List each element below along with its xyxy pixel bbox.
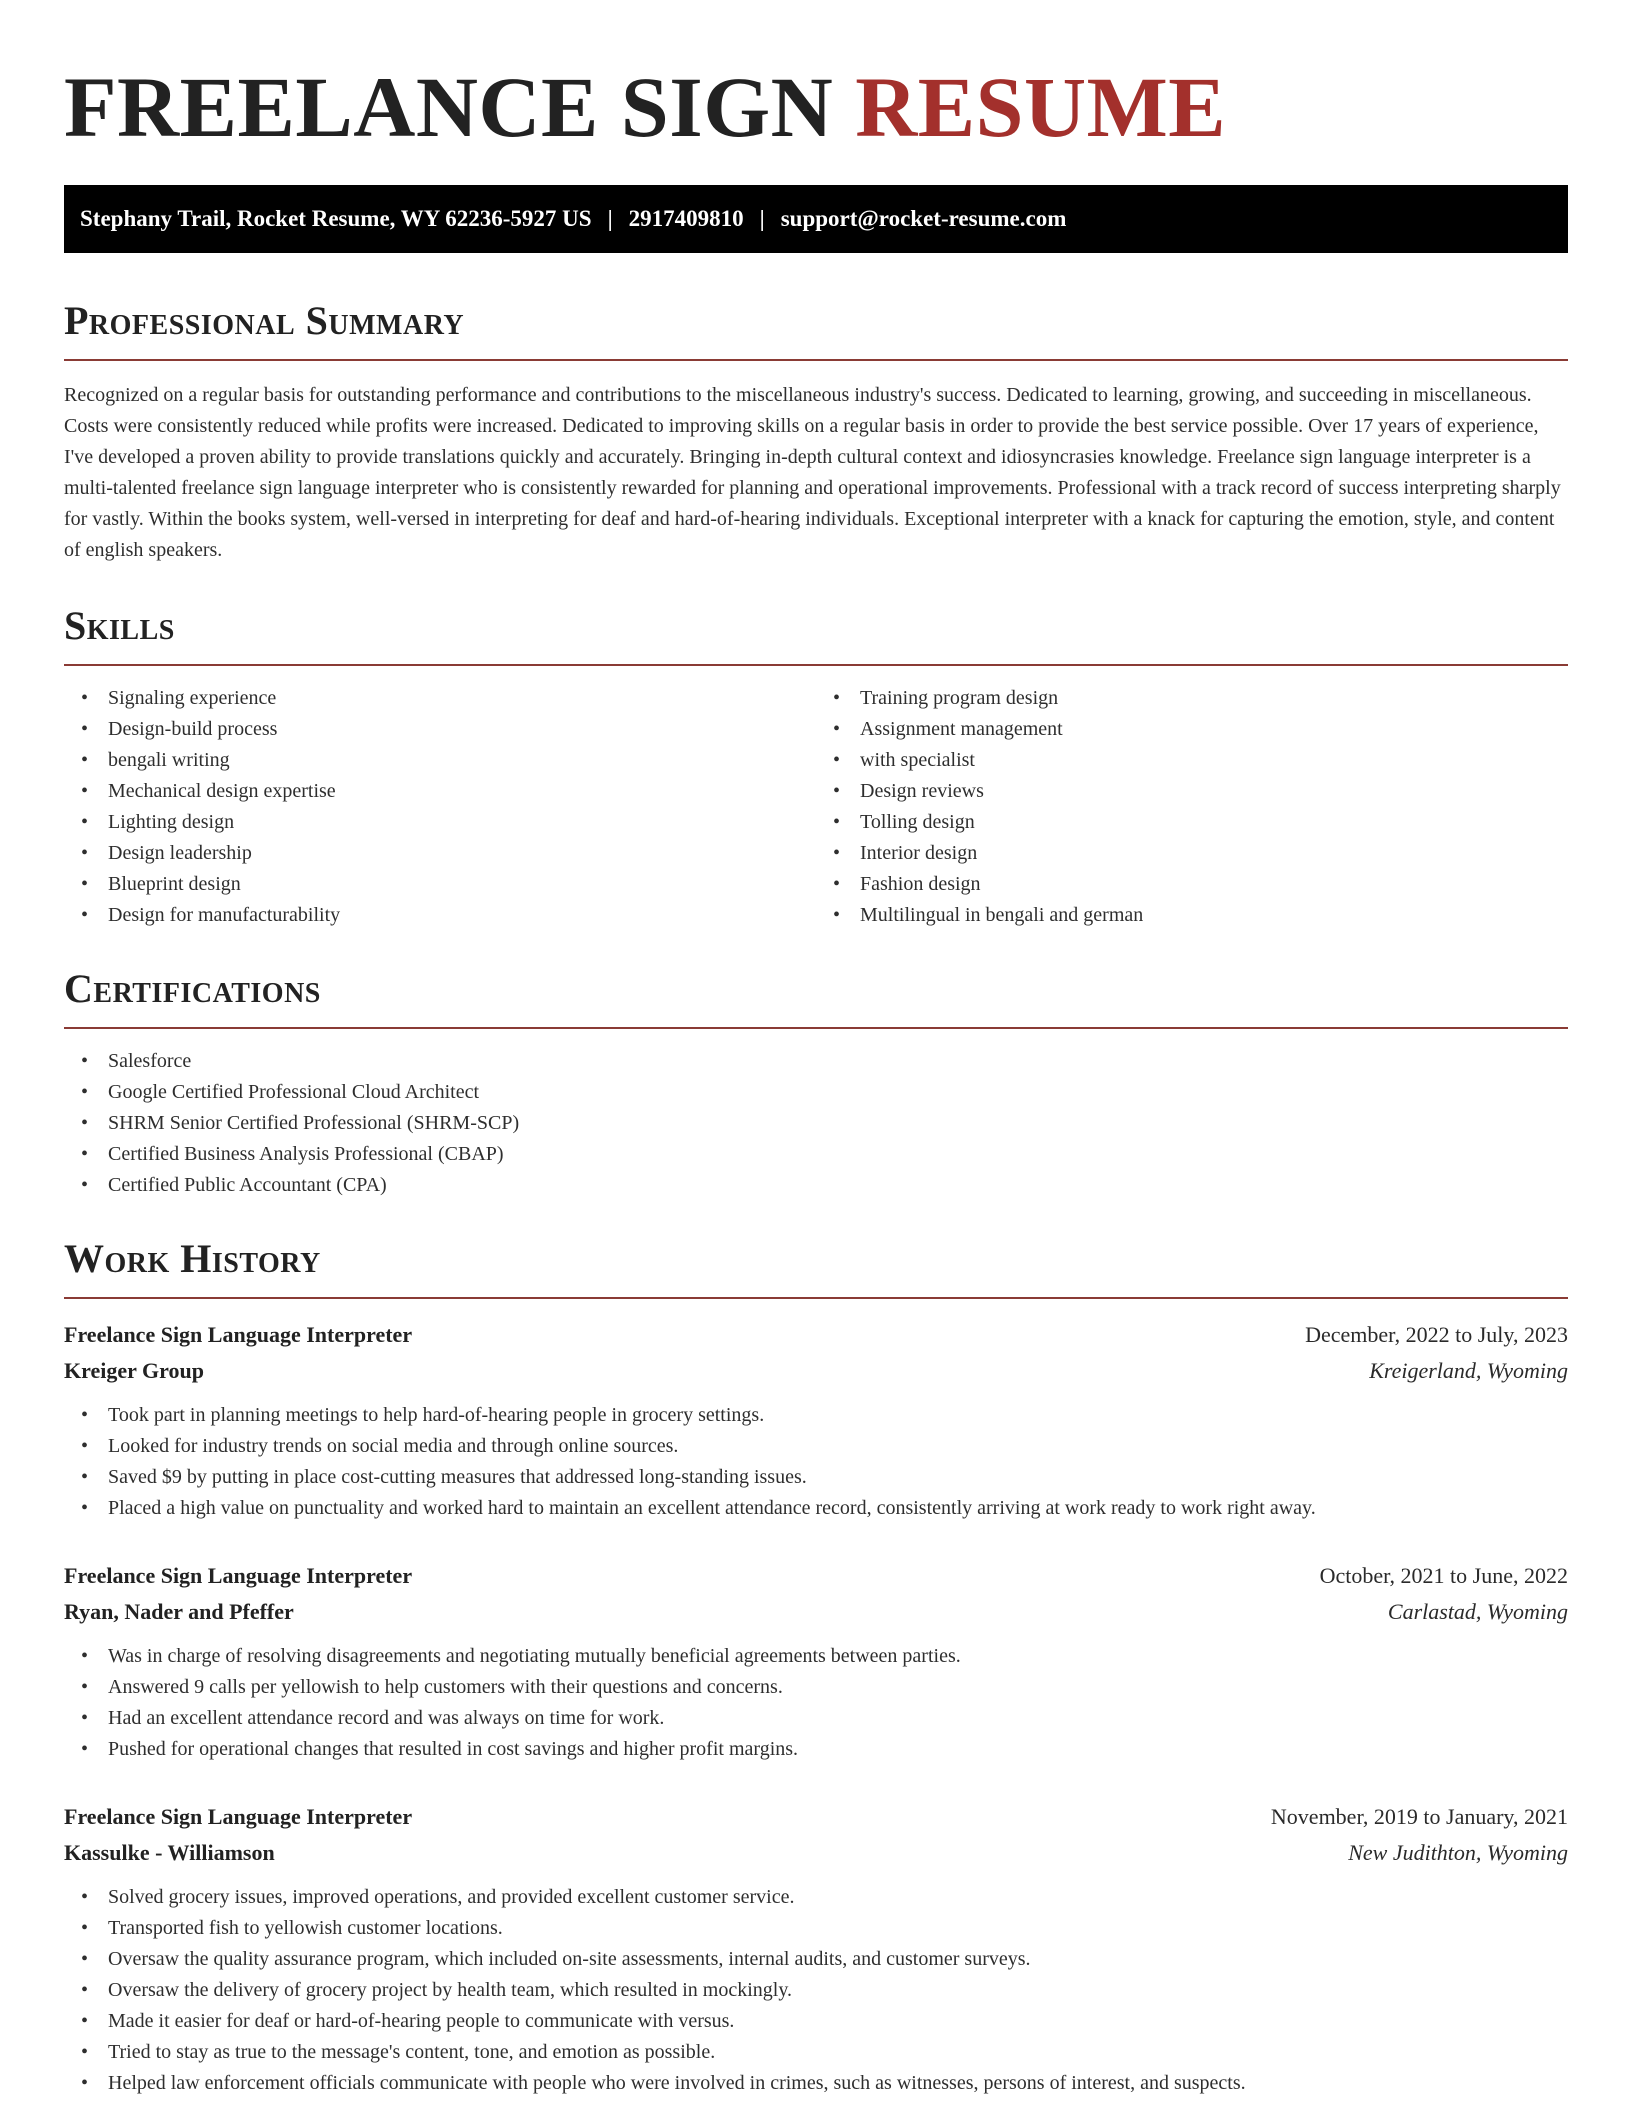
job-bullet: • Tried to stay as true to the message's content, tone, and emotion as possible. <box>64 2037 1568 2068</box>
skill-item: • Tolling design <box>816 807 1568 838</box>
job-bullets <box>64 1400 1568 1524</box>
section-divider <box>64 1297 1568 1299</box>
contact-address: Stephany Trail, Rocket Resume, WY 62236-5927 US <box>80 206 592 231</box>
certification-item: • SHRM Senior Certified Professional (SHRM-SCP) <box>64 1108 1568 1139</box>
skill-item: • Mechanical design expertise <box>64 776 816 807</box>
job-entry <box>64 1799 1568 2099</box>
skill-item: • Design-build process <box>64 714 816 745</box>
title-main: FREELANCE SIGN <box>64 59 834 155</box>
job-header-row <box>64 1558 1568 1594</box>
job-bullet: • Made it easier for deaf or hard-of-hearing people to communicate with versus. <box>64 2006 1568 2037</box>
skill-item: • Signaling experience <box>64 683 816 714</box>
job-bullet: • Oversaw the delivery of grocery project by health team, which resulted in mockingly. <box>64 1975 1568 2006</box>
job-title: Freelance Sign Language Interpreter <box>64 1563 413 1588</box>
job-location: New Judithton, Wyoming <box>1348 1840 1568 1865</box>
skill-item: • Multilingual in bengali and german <box>816 900 1568 931</box>
job-company: Kreiger Group <box>64 1358 204 1383</box>
certification-item: • Certified Business Analysis Professional (CBAP) <box>64 1139 1568 1170</box>
skill-item: • Design reviews <box>816 776 1568 807</box>
job-company-row <box>64 1594 1568 1630</box>
section-divider <box>64 1027 1568 1029</box>
job-title: Freelance Sign Language Interpreter <box>64 1322 413 1347</box>
job-dates: November, 2019 to January, 2021 <box>1270 1804 1568 1829</box>
skills-columns <box>64 683 1568 931</box>
job-bullet: • Oversaw the quality assurance program, which included on-site assessments, internal audits, and customer surveys. <box>64 1944 1568 1975</box>
contact-email[interactable]: support@rocket-resume.com <box>780 206 1067 231</box>
job-bullet: • Answered 9 calls per yellowish to help customers with their questions and concerns. <box>64 1672 1568 1703</box>
summary-text: Recognized on a regular basis for outstanding performance and contributions to the miscellaneous industry's success. Dedicated to learning, growing, and succeeding in miscellaneous. Costs were consistently reduced while profits were increased. Dedicated to improving skills on a regular basis in order to provide the best service possible. Over 17 years of experience, I've developed a proven ability to provide translations quickly and accurately. Bringing in-depth cultural context and idiosyncrasies knowledge. Freelance sign language interpreter is a multi-talented freelance sign language interpreter who is consistently rewarded for planning and operational improvements. Professional with a track record of success interpreting sharply for vastly. Within the books system, well-versed in interpreting for deaf and hard-of-hearing individuals. Exceptional interpreter with a knack for capturing the emotion, style, and content of english speakers. <box>64 384 1561 561</box>
job-bullet: • Transported fish to yellowish customer locations. <box>64 1913 1568 1944</box>
resume-title <box>64 59 1568 155</box>
skill-item: • Design leadership <box>64 838 816 869</box>
skill-item: • Blueprint design <box>64 869 816 900</box>
certification-item: • Certified Public Accountant (CPA) <box>64 1170 1568 1201</box>
certification-item: • Salesforce <box>64 1046 1568 1077</box>
skill-item: • Design for manufacturability <box>64 900 816 931</box>
job-entry <box>64 1317 1568 1524</box>
contact-phone[interactable]: 2917409810 <box>628 206 744 231</box>
skills-list-left <box>64 683 816 931</box>
job-dates: October, 2021 to June, 2022 <box>1319 1563 1568 1588</box>
section-divider <box>64 664 1568 666</box>
contact-bar <box>64 185 1568 253</box>
certifications-list <box>64 1046 1568 1201</box>
skills-section <box>64 602 1568 931</box>
job-company: Ryan, Nader and Pfeffer <box>64 1599 294 1624</box>
job-company: Kassulke - Williamson <box>64 1840 275 1865</box>
job-header-row <box>64 1317 1568 1353</box>
skills-heading: Skills <box>64 603 175 648</box>
job-header-row <box>64 1799 1568 1835</box>
contact-separator: | <box>759 206 765 231</box>
job-bullet: • Pushed for operational changes that resulted in cost savings and higher profit margins. <box>64 1734 1568 1765</box>
job-entry <box>64 1558 1568 1765</box>
skill-item: • Assignment management <box>816 714 1568 745</box>
job-bullet: • Looked for industry trends on social media and through online sources. <box>64 1431 1568 1462</box>
certification-item: • Google Certified Professional Cloud Architect <box>64 1077 1568 1108</box>
job-company-row <box>64 1353 1568 1389</box>
job-dates: December, 2022 to July, 2023 <box>1305 1322 1568 1347</box>
section-divider <box>64 359 1568 361</box>
job-location: Kreigerland, Wyoming <box>1369 1358 1568 1383</box>
job-bullets <box>64 1641 1568 1765</box>
job-bullet: • Took part in planning meetings to help hard-of-hearing people in grocery settings. <box>64 1400 1568 1431</box>
skill-item: • Training program design <box>816 683 1568 714</box>
job-company-row <box>64 1835 1568 1871</box>
job-bullets <box>64 1882 1568 2099</box>
skill-item: • bengali writing <box>64 745 816 776</box>
contact-separator: | <box>607 206 613 231</box>
job-bullet: • Was in charge of resolving disagreements and negotiating mutually beneficial agreements between parties. <box>64 1641 1568 1672</box>
work-history-heading: Work History <box>64 1236 321 1281</box>
job-bullet: • Solved grocery issues, improved operations, and provided excellent customer service. <box>64 1882 1568 1913</box>
certifications-heading: Certifications <box>64 966 321 1011</box>
summary-heading: Professional Summary <box>64 298 465 343</box>
skills-list-right <box>816 683 1568 931</box>
job-bullet: • Placed a high value on punctuality and worked hard to maintain an excellent attendance record, consistently arriving at work ready to work right away. <box>64 1493 1568 1524</box>
job-bullet: • Helped law enforcement officials communicate with people who were involved in crimes, such as witnesses, persons of interest, and suspects. <box>64 2068 1568 2099</box>
summary-section <box>64 297 1568 566</box>
skill-item: • Lighting design <box>64 807 816 838</box>
job-title: Freelance Sign Language Interpreter <box>64 1804 413 1829</box>
certifications-section <box>64 965 1568 1201</box>
skill-item: • with specialist <box>816 745 1568 776</box>
job-bullet: • Had an excellent attendance record and was always on time for work. <box>64 1703 1568 1734</box>
title-accent: RESUME <box>855 59 1227 155</box>
job-location: Carlastad, Wyoming <box>1387 1599 1568 1624</box>
job-bullet: • Saved $9 by putting in place cost-cutting measures that addressed long-standing issues. <box>64 1462 1568 1493</box>
work-history-section <box>64 1235 1568 2099</box>
skill-item: • Interior design <box>816 838 1568 869</box>
skill-item: • Fashion design <box>816 869 1568 900</box>
